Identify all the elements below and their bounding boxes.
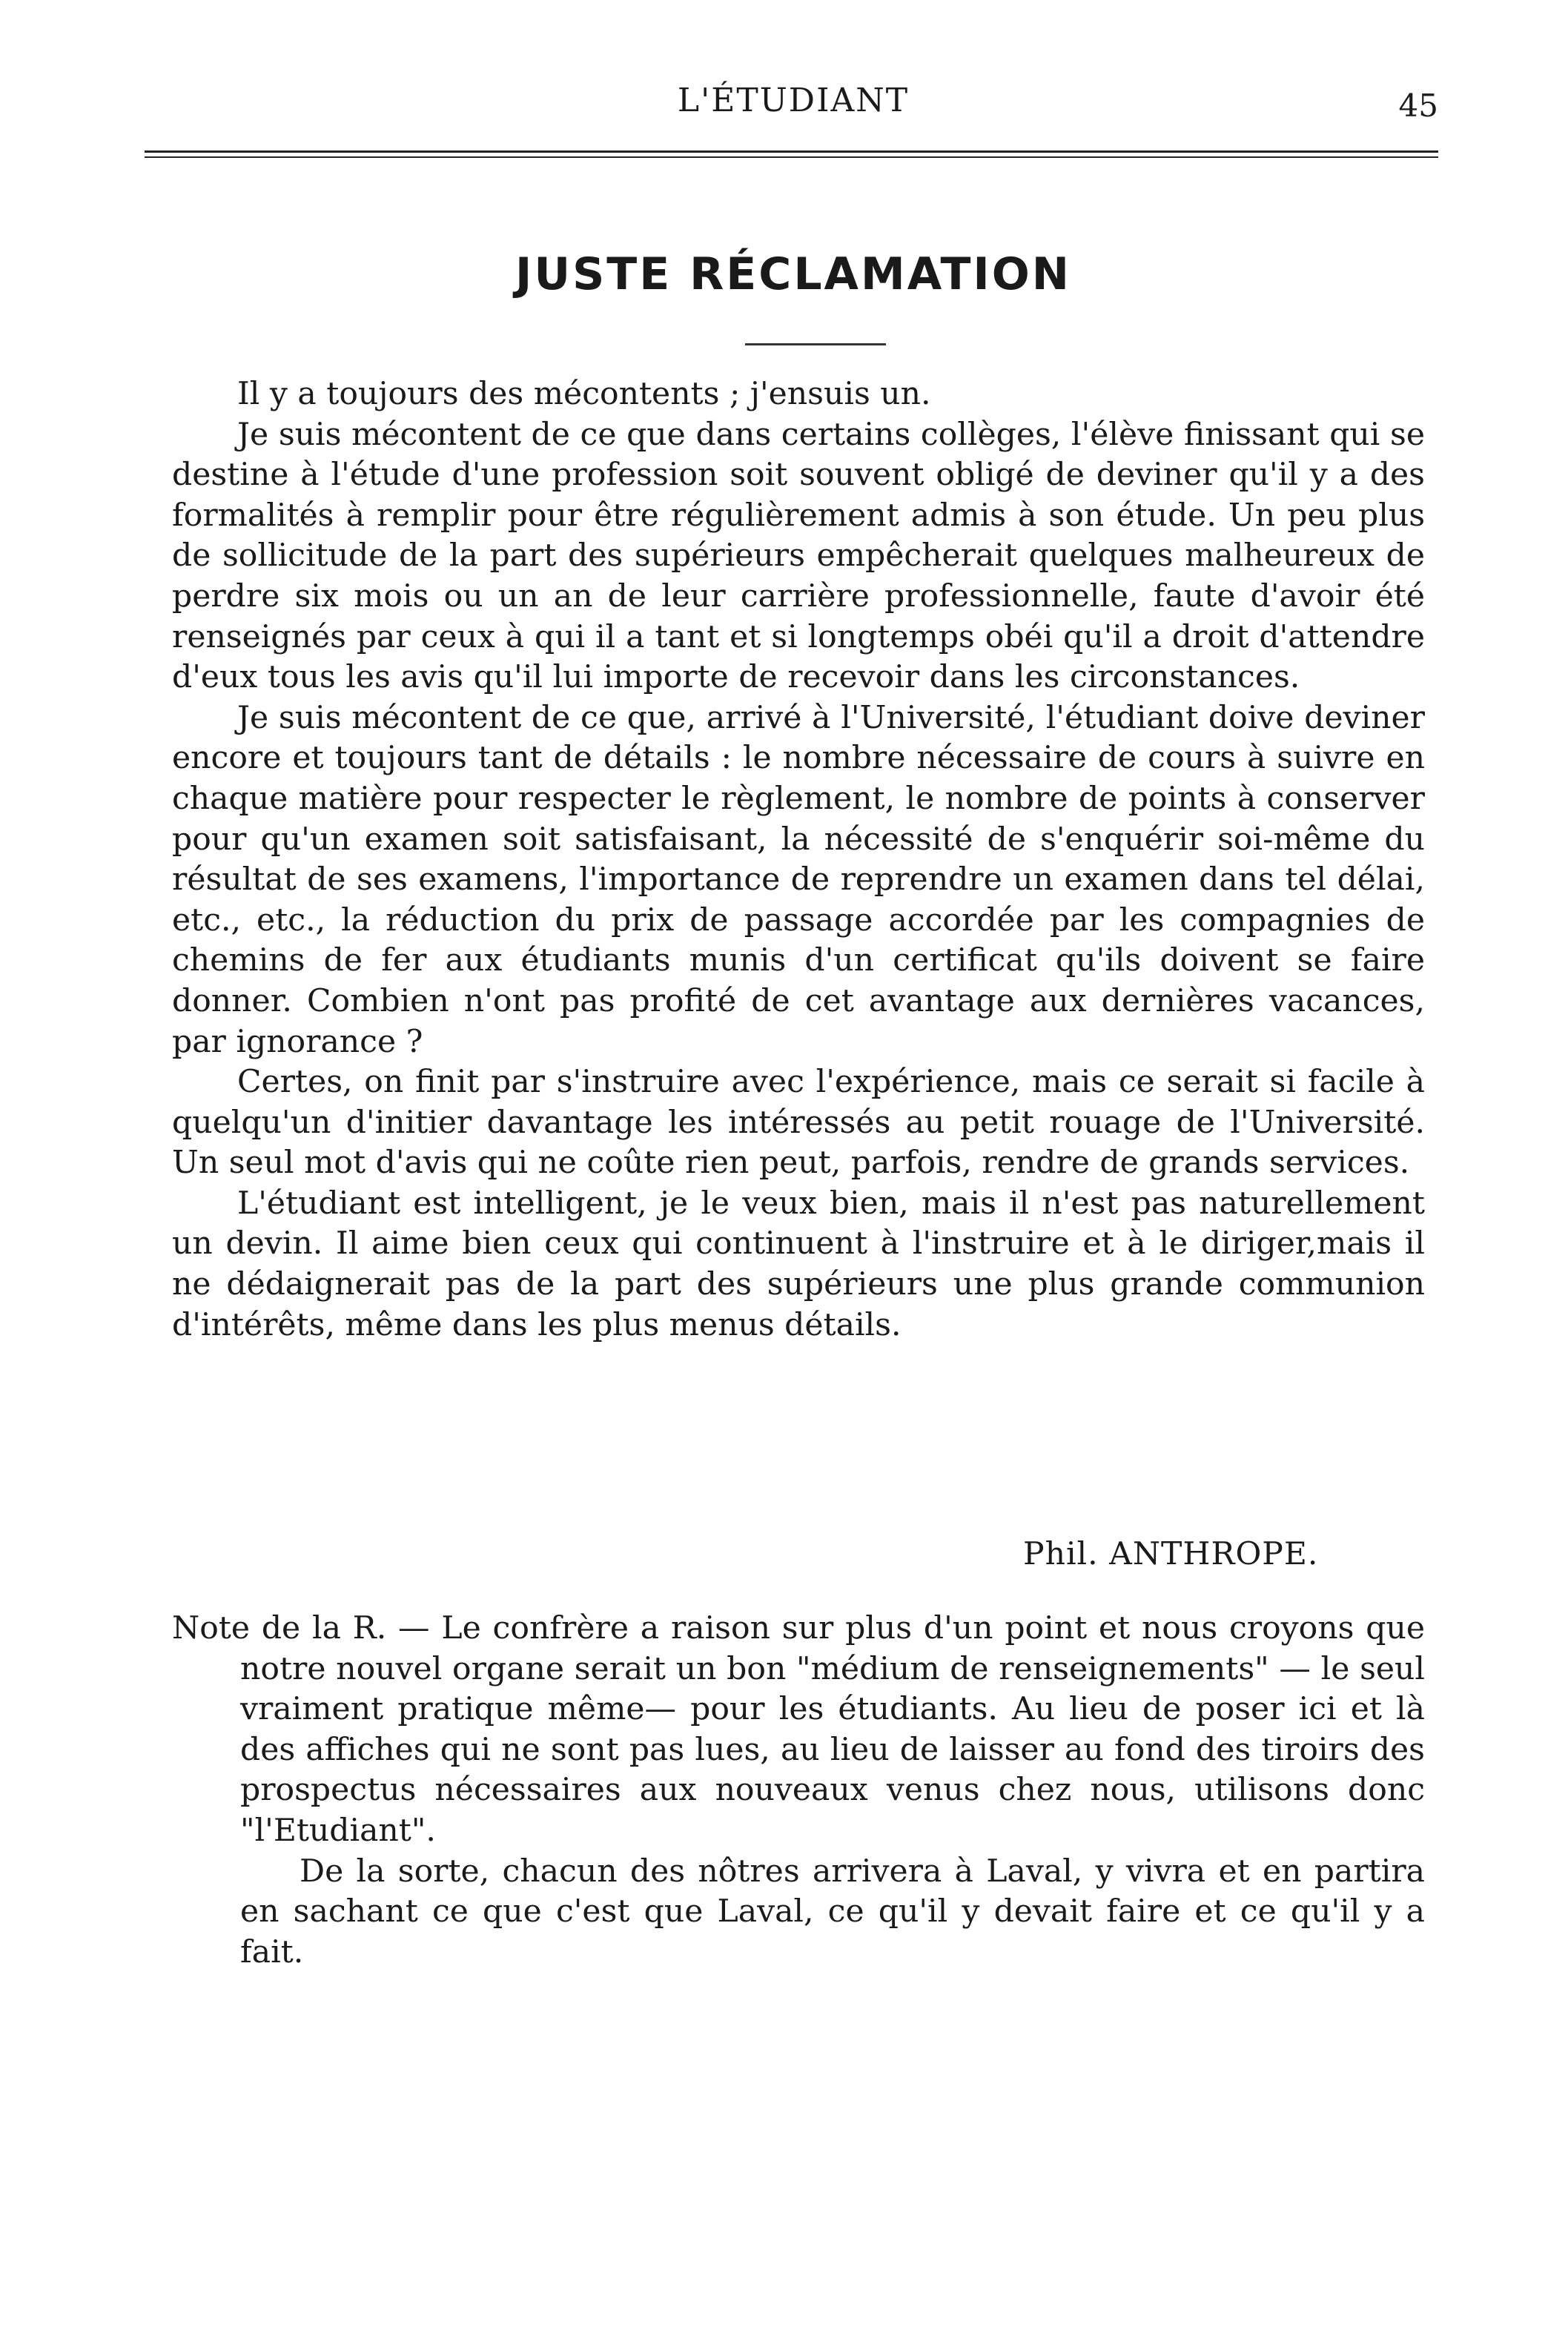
author-signature: Phil. ANTHROPE. xyxy=(1023,1536,1319,1572)
note-paragraph: Note de la R. — Le confrère a raison sur plus d'un point et nous croyons que notre nouvel organe serait un bon "médium de renseignements" — le seul vraiment pratique même— pour les étudiants. Au lieu de poser ici et là des affiches qui ne sont pas lues, au lieu de laisser au fond des tiroirs des prospectus nécessaires aux nouveaux venus chez nous, utilisons donc "l'Etudiant". xyxy=(172,1610,1425,1849)
paragraph: L'étudiant est intelligent, je le veux bien, mais il n'est pas naturellement un devin. Il aime bien ceux qui continuent à l'instruire et à le diriger,mais il ne dédaignerait pas de la part des supérieurs une plus grande communion d'intérêts, même dans les plus menus détails. xyxy=(172,1185,1425,1343)
editorial-note xyxy=(172,1609,1425,1973)
article-title: JUSTE RÉCLAMATION xyxy=(515,248,1071,300)
page-number: 45 xyxy=(1398,87,1438,124)
paragraph: Certes, on finit par s'instruire avec l'expérience, mais ce serait si facile à quelqu'un d'initier davantage les intéressés au petit rouage de l'Université. Un seul mot d'avis qui ne coûte rien peut, parfois, rendre de grands services. xyxy=(172,1064,1425,1182)
note-paragraph: De la sorte, chacun des nôtres arrivera à Laval, y vivra et en partira en sachant ce que c'est que Laval, ce qu'il y devait faire et ce qu'il y a fait. xyxy=(240,1853,1425,1970)
paragraph: Je suis mécontent de ce que, arrivé à l'Université, l'étudiant doive deviner encore et toujours tant de détails : le nombre nécessaire de cours à suivre en chaque matière pour respecter le règlement, le nombre de points à conserver pour qu'un examen soit satisfaisant, la nécessité de s'enquérir soi-même du résultat de ses examens, l'importance de reprendre un examen dans tel délai, etc., etc., la réduction du prix de passage accordée par les compagnies de chemins de fer aux étudiants munis d'un certificat qu'ils doivent se faire donner. Combien n'ont pas profité de cet avantage aux dernières vacances, par ignorance ? xyxy=(172,699,1425,1060)
paragraph: Je suis mécontent de ce que dans certains collèges, l'élève finissant qui se destine à l'étude d'une profession soit souvent obligé de deviner qu'il y a des formalités à remplir pour être régulièrement admis à son étude. Un peu plus de sollicitude de la part des supérieurs empêcherait quelques malheureux de perdre six mois ou un an de leur carrière professionnelle, faute d'avoir été renseignés par ceux à qui il a tant et si longtemps obéi qu'il a droit d'attendre d'eux tous les avis qu'il lui importe de recevoir dans les circonstances. xyxy=(172,416,1425,696)
article-body xyxy=(172,374,1425,1346)
running-header xyxy=(148,82,1438,133)
header-double-rule xyxy=(145,150,1438,158)
title-rule xyxy=(745,343,886,345)
paragraph: Il y a toujours des mécontents ; j'ensuis un. xyxy=(237,376,931,412)
journal-name: L'ÉTUDIANT xyxy=(677,82,910,119)
